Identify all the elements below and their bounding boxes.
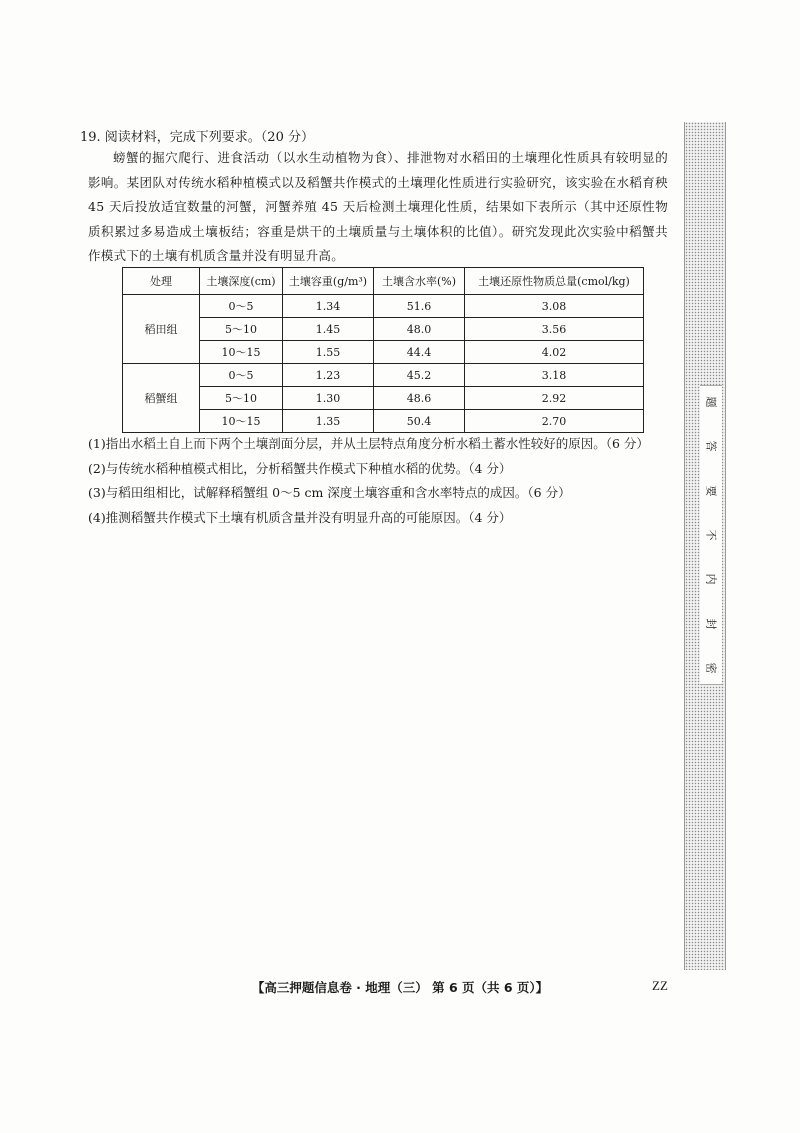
table-cell: 44.4 (374, 341, 465, 364)
seal-char: 要 (704, 485, 717, 497)
footer-text: 【高三押题信息卷 · 地理（三） 第 6 页（共 6 页）】 (251, 980, 549, 995)
seal-char: 题 (704, 396, 717, 408)
seal-char: 封 (704, 618, 717, 630)
subquestion-list (88, 432, 649, 530)
footer-code: ZZ (652, 978, 668, 993)
table-row (123, 364, 644, 387)
data-table (122, 267, 644, 433)
table-cell: 1.23 (283, 364, 374, 387)
table-cell: 1.55 (283, 341, 374, 364)
table-cell: 1.35 (283, 410, 374, 433)
table-cell: 1.34 (283, 295, 374, 318)
table-cell: 2.92 (465, 387, 644, 410)
seal-char: 答 (704, 440, 717, 452)
page-footer (0, 978, 800, 996)
table-cell: 5～10 (200, 387, 283, 410)
subquestion-1: (1)指出水稻土自上而下两个土壤剖面分层，并从土层特点角度分析水稻土蓄水性较好的原因。（6 分） (88, 436, 649, 451)
table-cell: 10～15 (200, 410, 283, 433)
table-cell: 5～10 (200, 318, 283, 341)
table-cell: 1.30 (283, 387, 374, 410)
table-cell: 0～5 (200, 295, 283, 318)
group-name: 稻田组 (123, 295, 200, 364)
table-cell: 48.6 (374, 387, 465, 410)
header-reducing-substances: 土壤还原性物质总量(cmol/kg) (465, 268, 644, 295)
table-row (123, 295, 644, 318)
subquestion-3: (3)与稻田组相比，试解释稻蟹组 0～5 cm 深度土壤容重和含水率特点的成因。（6 分） (88, 485, 571, 500)
table-row (123, 318, 644, 341)
question-passage: 螃蟹的掘穴爬行、进食活动（以水生动植物为食）、排泄物对水稻田的土壤理化性质具有较明显的影响。某团队对传统水稻种植模式以及稻蟹共作模式的土壤理化性质进行实验研究，该实验在水稻育秧 45 天后投放适宜数量的河蟹，河蟹养殖 45 天后检测土壤理化性质，结果如下表所示（其中还原性物质积累过多易造成土壤板结；容重是烘干的土壤质量与土壤体积的比值）。研究发现此次实验中稻蟹共作模式下的土壤有机质含量并没有明显升高。 (88, 150, 668, 263)
table-cell: 0～5 (200, 364, 283, 387)
seal-char: 不 (704, 529, 717, 541)
seal-char: 密 (704, 662, 717, 674)
table-cell: 3.56 (465, 318, 644, 341)
table-row (123, 387, 644, 410)
table-cell: 2.70 (465, 410, 644, 433)
table-cell: 10～15 (200, 341, 283, 364)
table-cell: 3.08 (465, 295, 644, 318)
table-cell: 50.4 (374, 410, 465, 433)
table-cell: 1.45 (283, 318, 374, 341)
table-header-row (123, 268, 644, 295)
header-treatment: 处理 (123, 268, 200, 295)
seal-notice (700, 385, 722, 685)
table-cell: 3.18 (465, 364, 644, 387)
header-moisture: 土壤含水率(%) (374, 268, 465, 295)
subquestion-4: (4)推测稻蟹共作模式下土壤有机质含量并没有明显升高的可能原因。（4 分） (88, 509, 512, 525)
subquestion-2: (2)与传统水稻种植模式相比，分析稻蟹共作模式下种植水稻的优势。（4 分） (88, 460, 512, 476)
table-row (123, 341, 644, 364)
header-depth: 土壤深度(cm) (200, 268, 283, 295)
question-title: 19. 阅读材料，完成下列要求。（20 分） (80, 130, 314, 145)
seal-char: 内 (704, 573, 717, 585)
header-bulk-density: 土壤容重(g/m³) (283, 268, 374, 295)
table-row (123, 410, 644, 433)
table-cell: 4.02 (465, 341, 644, 364)
table-cell: 51.6 (374, 295, 465, 318)
table-cell: 48.0 (374, 318, 465, 341)
table-cell: 45.2 (374, 364, 465, 387)
group-name: 稻蟹组 (123, 364, 200, 433)
